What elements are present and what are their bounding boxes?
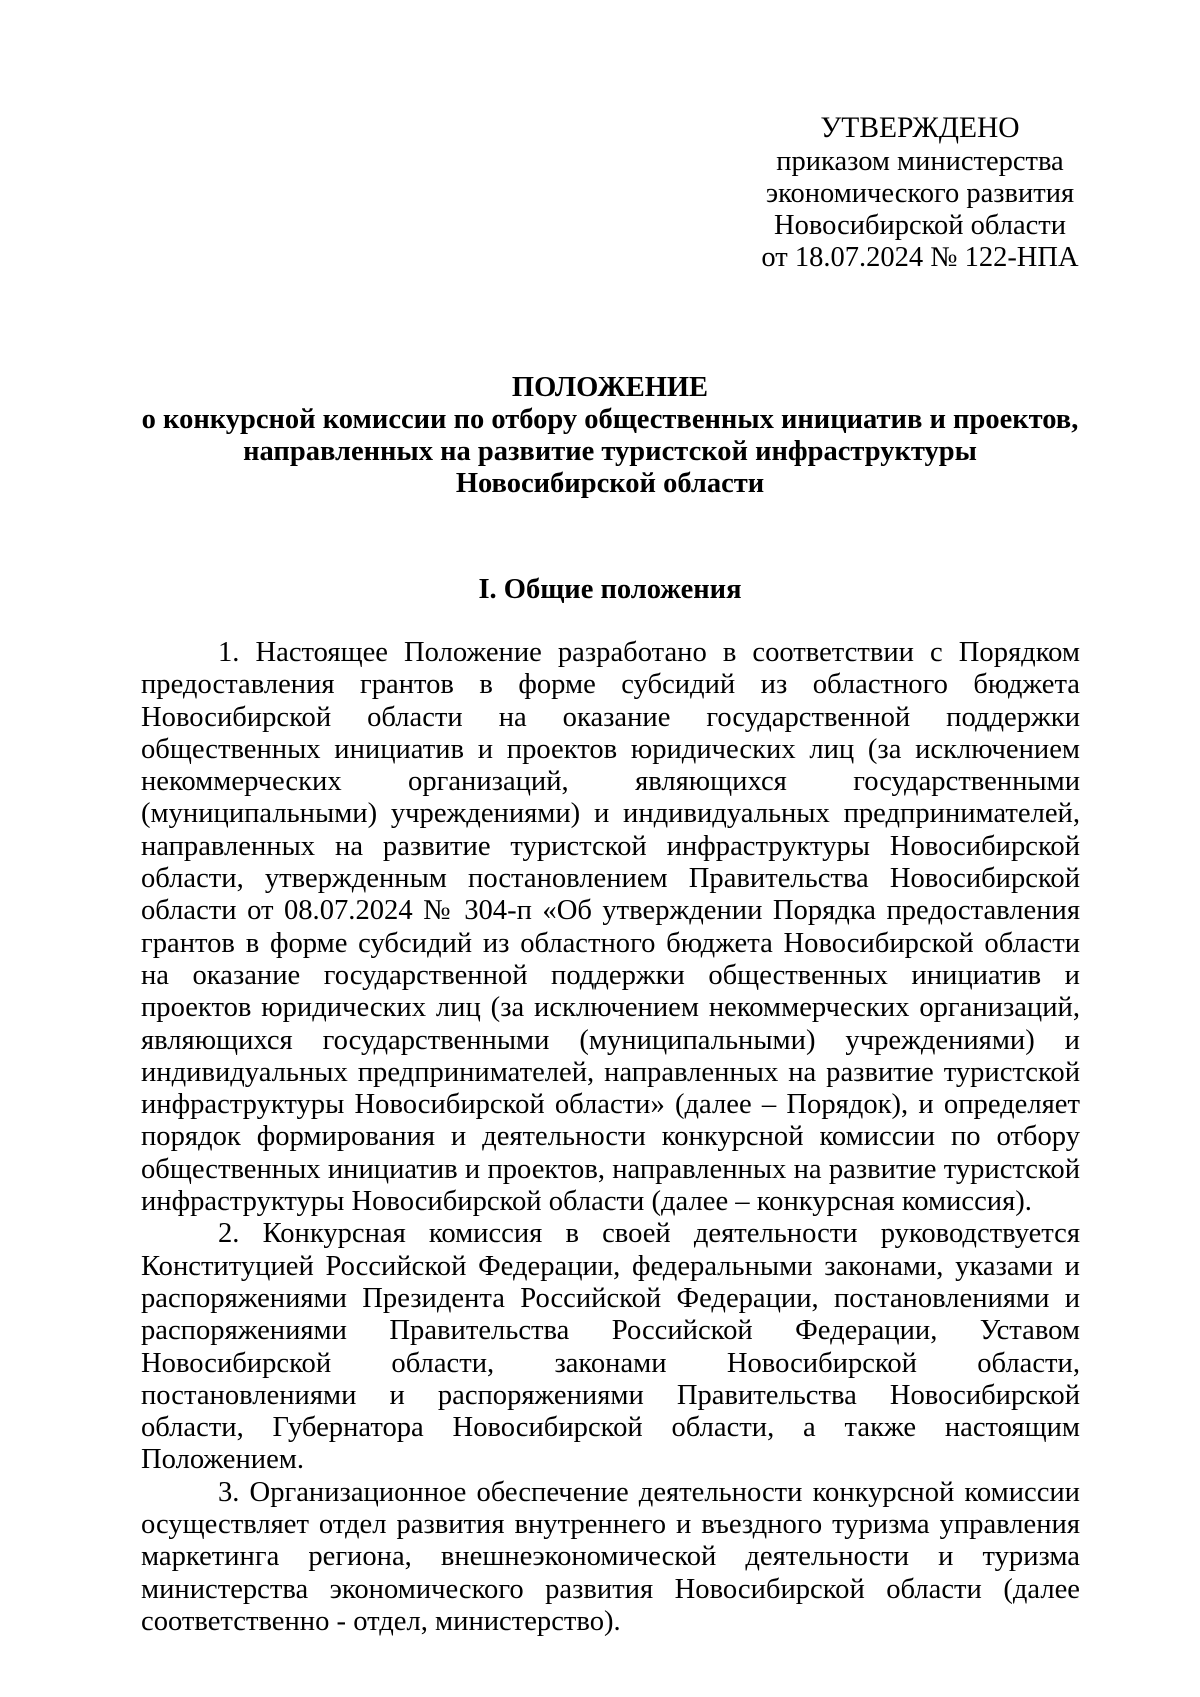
approval-line-region: Новосибирской области xyxy=(774,210,1066,241)
approval-line-date-number: от 18.07.2024 № 122-НПА xyxy=(761,242,1079,273)
paragraph-1: 1. Настоящее Положение разработано в соответствии с Порядком предоставления грантов в форме субсидий из областного бюджета Новосибирской области на оказание государственной поддержки общественных инициатив и проектов юридических лиц (за исключением некоммерческих организаций, являющихся государственными (муниципальными) учреждениями) и индивидуальных предпринимателей, направленных на развитие туристской инфраструктуры Новосибирской области, утвержденным постановлением Правительства Новосибирской области от 08.07.2024 № 304-п «Об утверждении Порядка предоставления грантов в форме субсидий из областного бюджета Новосибирской области на оказание государственной поддержки общественных инициатив и проектов юридических лиц (за исключением некоммерческих организаций, являющихся государственными (муниципальными) учреждениями) и индивидуальных предпринимателей, направленных на развитие туристской инфраструктуры Новосибирской области» (далее – Порядок), и определяет порядок формирования и деятельности конкурсной комиссии по отбору общественных инициатив и проектов, направленных на развитие туристской инфраструктуры Новосибирской области (далее – конкурсная комиссия). xyxy=(141,637,1080,1218)
approval-title: УТВЕРЖДЕНО xyxy=(820,112,1020,144)
section-title: I. Общие положения xyxy=(478,574,742,605)
document-heading xyxy=(135,372,1085,500)
document-title: ПОЛОЖЕНИЕ xyxy=(511,372,709,403)
document-subtitle-line-3: Новосибирской области xyxy=(455,468,765,499)
paragraph-2: 2. Конкурсная комиссия в своей деятельности руководствуется Конституцией Российской Федерации, федеральными законами, указами и распоряжениями Президента Российской Федерации, постановлениями и распоряжениями Правительства Российской Федерации, Уставом Новосибирской области, законами Новосибирской области, постановлениями и распоряжениями Правительства Новосибирской области, Губернатора Новосибирской области, а также настоящим Положением. xyxy=(141,1218,1080,1476)
paragraph-3: 3. Организационное обеспечение деятельности конкурсной комиссии осуществляет отдел развития внутреннего и въездного туризма управления маркетинга региона, внешнеэкономической деятельности и туризма министерства экономического развития Новосибирской области (далее соответственно - отдел, министерство). xyxy=(141,1476,1080,1637)
document-subtitle-line-2: направленных на развитие туристской инфраструктуры xyxy=(243,436,977,467)
document-subtitle-line-1: о конкурсной комиссии по отбору общественных инициатив и проектов, xyxy=(141,404,1079,435)
approval-stamp-block xyxy=(720,112,1120,274)
body-text xyxy=(141,637,1080,1638)
approval-line-ministry: экономического развития xyxy=(765,178,1075,209)
approval-line-order: приказом министерства xyxy=(776,146,1064,177)
